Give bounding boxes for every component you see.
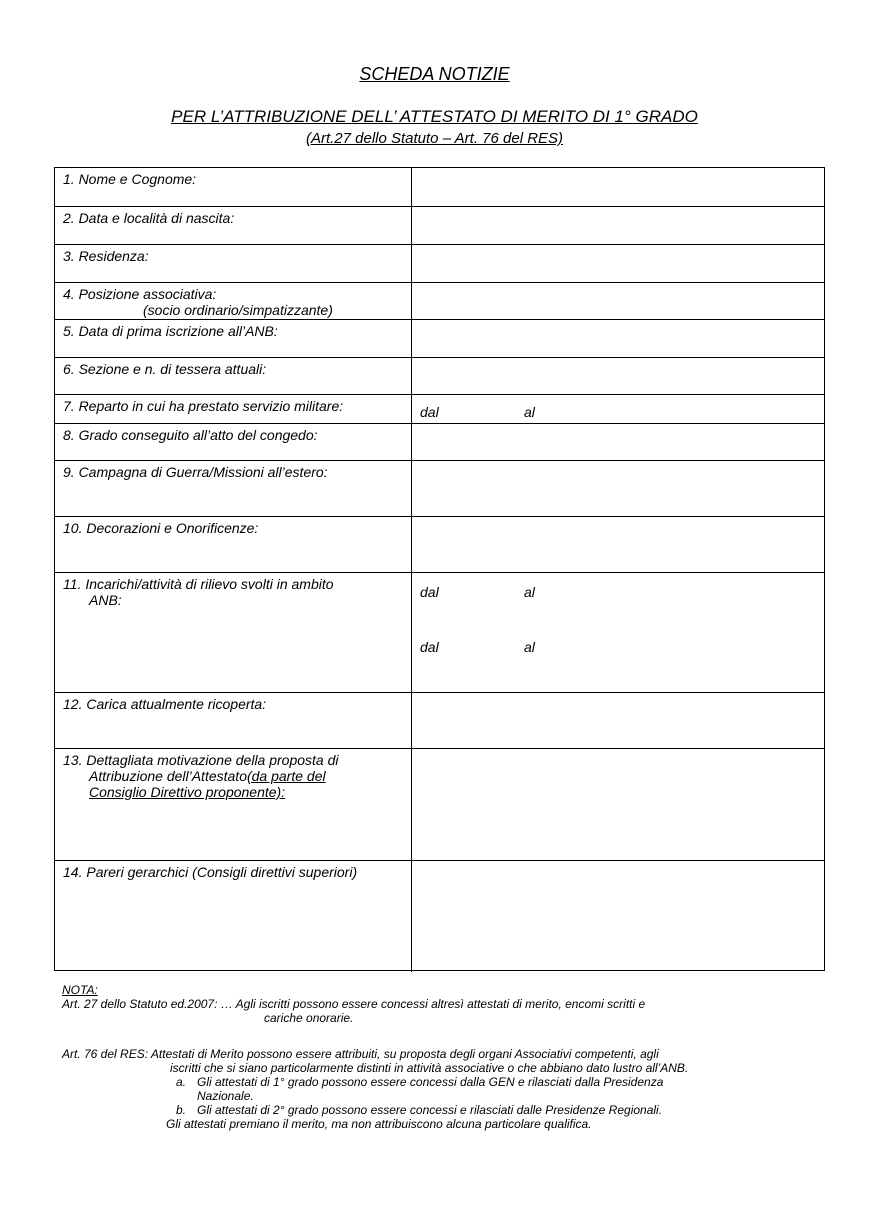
form-row-section: [55, 357, 824, 394]
field-label-cont: ANB:: [89, 592, 122, 608]
date-range: [420, 639, 535, 655]
field-label: 12. Carica attualmente ricoperta:: [63, 696, 267, 712]
nota-item-a: Gli attestati di 1° grado possono essere concessi dalla GEN e rilasciati dalla Presidenza: [197, 1075, 664, 1089]
list-marker: a.: [176, 1075, 187, 1089]
page-subtitle-articles: (Art.27 dello Statuto – Art. 76 del RES): [305, 130, 564, 147]
date-range: [420, 584, 535, 600]
form-row-unit: [55, 394, 824, 423]
form-row-anb-roles: [55, 572, 824, 692]
field-label: 8. Grado conseguito all’atto del congedo:: [63, 427, 318, 443]
page-subtitle: PER L’ATTRIBUZIONE DELL’ ATTESTATO DI MERITO DI 1° GRADO: [171, 107, 698, 126]
form-row-motivation: [55, 748, 824, 860]
field-label: 5. Data di prima iscrizione all’ANB:: [63, 323, 278, 339]
form-row-decorations: [55, 516, 824, 572]
dal-label: dal: [420, 639, 439, 655]
form-row-position: [55, 282, 824, 319]
nota-art76: Art. 76 del RES: Attestati di Merito possono essere attribuiti, su proposta degli organi Associativi competenti, agli: [62, 1047, 659, 1061]
al-label: al: [524, 584, 535, 600]
info-form-table: [54, 167, 825, 971]
al-label: al: [524, 639, 535, 655]
field-label: 1. Nome e Cognome:: [63, 171, 197, 187]
field-label: 6. Sezione e n. di tessera attuali:: [63, 361, 267, 377]
field-label: 2. Data e località di nascita:: [63, 210, 235, 226]
field-label: 14. Pareri gerarchici (Consigli direttivi superiori): [63, 864, 358, 880]
field-label: 7. Reparto in cui ha prestato servizio militare:: [63, 398, 344, 414]
form-row-rank: [55, 423, 824, 460]
date-range: [420, 404, 535, 420]
form-row-birth: [55, 206, 824, 244]
nota-art27-cont: cariche onorarie.: [264, 1011, 354, 1025]
list-marker: b.: [176, 1103, 187, 1117]
nota-closing: Gli attestati premiano il merito, ma non attribuiscono alcuna particolare qualifica.: [166, 1117, 592, 1131]
page-title: SCHEDA NOTIZIE: [359, 64, 510, 84]
dal-label: dal: [420, 584, 439, 600]
form-row-first-registration: [55, 319, 824, 357]
field-label: 11. Incarichi/attività di rilievo svolti in ambito: [63, 576, 334, 592]
form-row-current-office: [55, 692, 824, 748]
al-label: al: [524, 404, 535, 420]
field-label: 10. Decorazioni e Onorificenze:: [63, 520, 259, 536]
form-row-campaigns: [55, 460, 824, 516]
field-label: 3. Residenza:: [63, 248, 149, 264]
dal-label: dal: [420, 404, 439, 420]
field-label: 4. Posizione associativa:: [63, 286, 217, 302]
field-sublabel: (socio ordinario/simpatizzante): [143, 302, 333, 318]
nota-heading: NOTA:: [62, 983, 98, 997]
field-label-underlined: Consiglio Direttivo proponente):: [89, 784, 286, 800]
nota-art76-cont: iscritti che si siano particolarmente distinti in attività associative o che abbiano dato lustro all’ANB.: [170, 1061, 689, 1075]
nota-item-b: Gli attestati di 2° grado possono essere concessi e rilasciati dalle Presidenze Regionali.: [197, 1103, 663, 1117]
form-row-opinions: [55, 860, 824, 972]
field-label-underlined: (da parte del: [246, 768, 326, 784]
field-label: 13. Dettagliata motivazione della proposta di: [63, 752, 339, 768]
form-row-name: [55, 168, 824, 206]
form-row-residence: [55, 244, 824, 282]
field-label: 9. Campagna di Guerra/Missioni all’estero:: [63, 464, 328, 480]
nota-item-a-cont: Nazionale.: [197, 1089, 254, 1103]
field-label-cont: Attribuzione dell’Attestato: [89, 768, 247, 784]
nota-art27: Art. 27 dello Statuto ed.2007: … Agli iscritti possono essere concessi altresì attestati di merito, encomi scritti e: [62, 997, 646, 1011]
